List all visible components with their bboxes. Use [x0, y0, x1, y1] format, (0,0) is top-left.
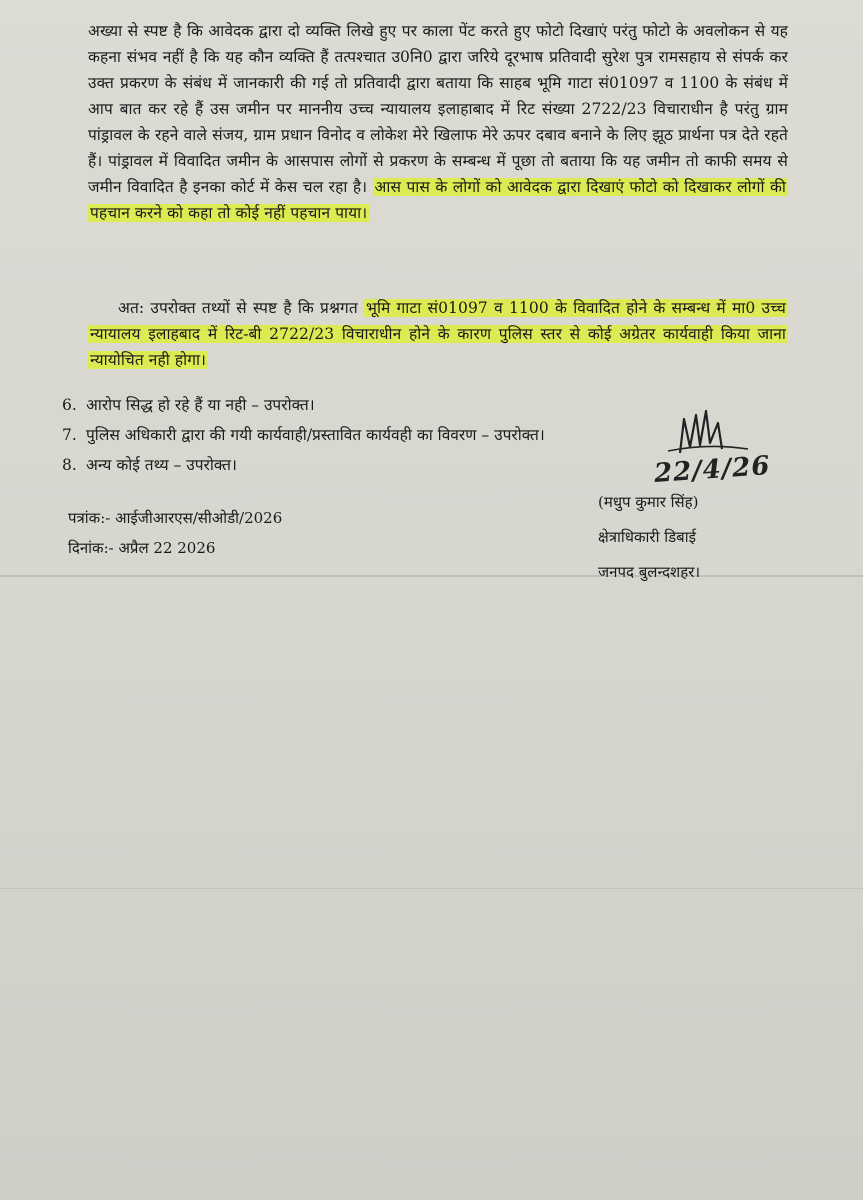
- officer-designation: क्षेत्राधिकारी डिबाई: [598, 528, 696, 546]
- signature-date: 22/4/26: [653, 450, 772, 490]
- paragraph-2-text: अत: उपरोक्त तथ्यों से स्पष्ट है कि प्रश्नगत: [118, 299, 364, 317]
- paper-fold-line: [0, 575, 863, 577]
- list-item: [62, 452, 702, 482]
- numbered-items: [62, 392, 702, 482]
- item-number: 6.: [62, 396, 77, 414]
- highlighted-text-1: आस पास के लोगों को आवेदक द्वारा दिखाएं फोटो को दिखाकर लोगों की पहचान करने को कहा तो कोई नहीं पहचान पाया।: [90, 178, 786, 222]
- body-paragraph-1: [88, 18, 788, 226]
- list-item: [62, 422, 702, 452]
- item-text: आरोप सिद्ध हो रहे हैं या नही – उपरोक्त।: [86, 396, 315, 414]
- item-number: 8.: [62, 456, 77, 474]
- paper-crease-line: [0, 888, 863, 889]
- officer-name: (मधुप कुमार सिंह): [598, 493, 699, 511]
- item-number: 7.: [62, 426, 77, 444]
- officer-district: जनपद बुलन्दशहर।: [598, 563, 701, 581]
- item-text: पुलिस अधिकारी द्वारा की गयी कार्यवाही/प्रस्तावित कार्यवही का विवरण – उपरोक्त।: [86, 426, 545, 444]
- paragraph-1-text: अख्या से स्पष्ट है कि आवेदक द्वारा दो व्यक्ति लिखे हुए पर काला पेंट करते हुए फोटो दिखाएं परंतु फोटो के अवलोकन से यह कहना संभव नहीं है कि यह कौन व्यक्ति हैं तत्पश्चात उ0नि0 द्वारा जरिये दूरभाष प्रतिवादी सुरेश पुत्र रामसहाय से संपर्क कर उक्त प्रकरण के संबंध में जानकारी की गई तो प्रतिवादी द्वारा बताया कि साहब भूमि गाटा सं01097 व 1100 के संबंध में आप बात कर रहे हैं उस जमीन पर माननीय उच्च न्यायालय इलाहाबाद में रिट संख्या 2722/23 विचाराधीन है परंतु ग्राम पांड्रावल के रहने वाले संजय, ग्राम प्रधान विनोद व लोकेश मेरे खिलाफ मेरे ऊपर दबाव बनाने के लिए झूठ प्रार्थना पत्र देते रहते हैं। पांड्रावल में विवादित जमीन के आसपास लोगों से प्रकरण के सम्बन्ध में पूछा तो बताया कि यह जमीन तो काफी समय से जमीन विवादित है इनका कोर्ट में केस चल रहा है।: [88, 22, 788, 196]
- highlighted-text-2: भूमि गाटा सं01097 व 1100 के विवादित होने के सम्बन्ध में मा0 उच्च न्यायालय इलाहबाद में रिट-बी 2722/23 विचाराधीन होने के कारण पुलिस स्तर से कोई अग्रेतर कार्यवाही किया जाना न्यायोचित नही होगा।: [90, 299, 786, 369]
- item-text: अन्य कोई तथ्य – उपरोक्त।: [86, 456, 237, 474]
- list-item: [62, 392, 702, 422]
- reference-number: पत्रांक:- आईजीआरएस/सीओडी/2026: [68, 509, 283, 527]
- body-paragraph-2: [88, 295, 788, 373]
- reference-date: दिनांक:- अप्रैल 22 2026: [68, 539, 216, 557]
